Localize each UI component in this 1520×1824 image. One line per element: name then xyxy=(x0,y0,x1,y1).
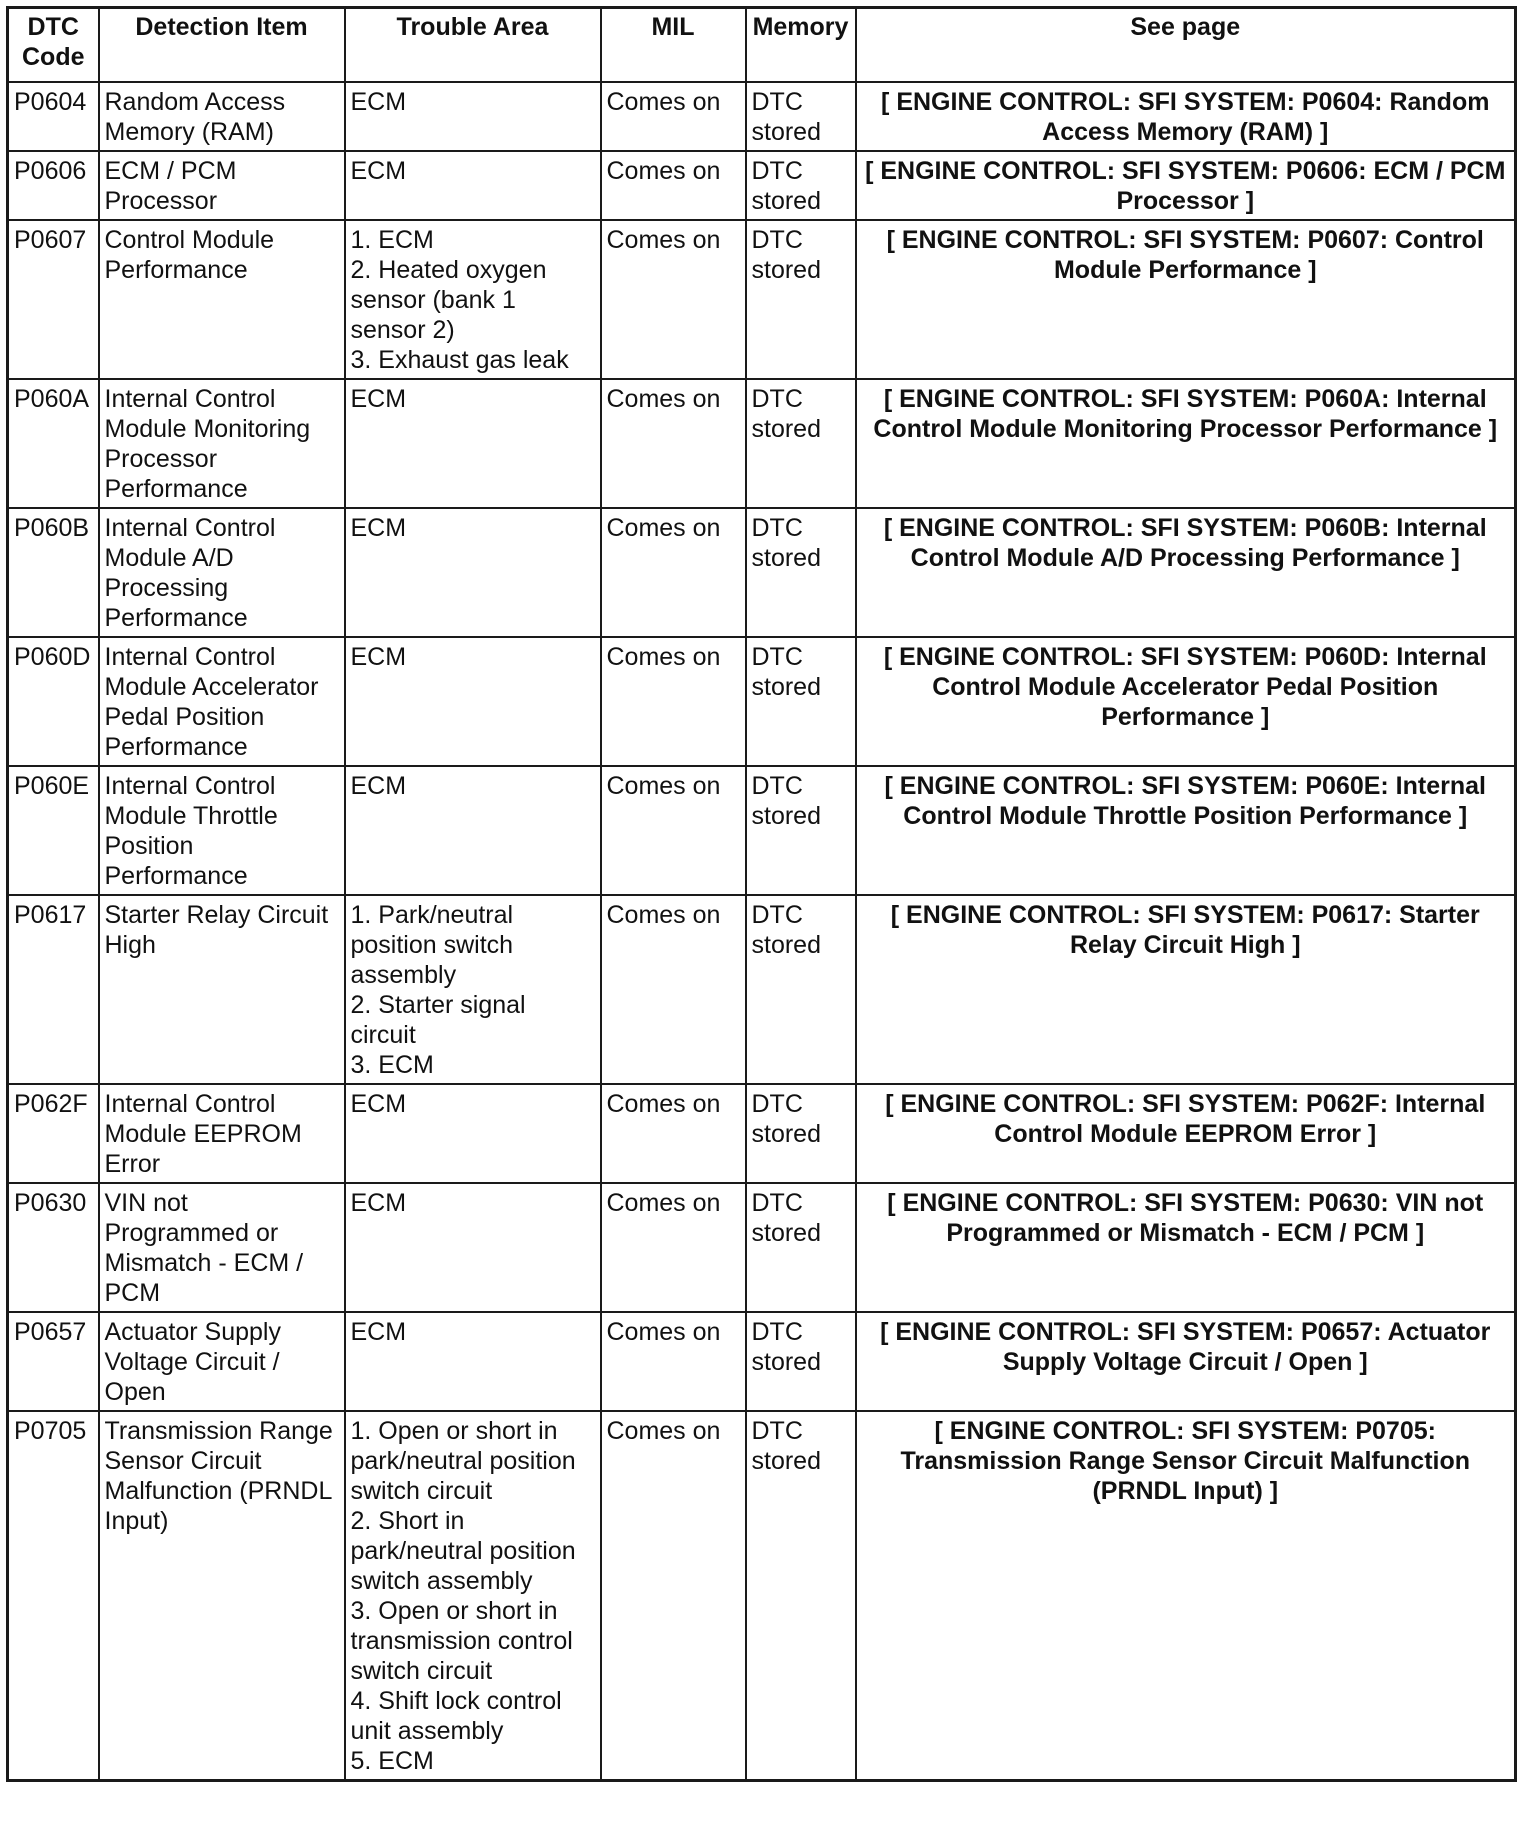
trouble-area-line: 5. ECM xyxy=(350,1747,434,1775)
table-row xyxy=(8,151,1516,220)
memory-cell: DTC stored xyxy=(746,379,856,508)
dtc-table-body xyxy=(8,82,1516,1781)
dtc-code-cell: P0607 xyxy=(8,220,99,379)
header-trouble-area: Trouble Area xyxy=(345,8,601,83)
see-page-link[interactable]: [ ENGINE CONTROL: SFI SYSTEM: P0604: Random Access Memory (RAM) ] xyxy=(856,82,1516,151)
trouble-area-line: ECM xyxy=(350,772,407,800)
memory-cell: DTC stored xyxy=(746,895,856,1084)
dtc-code-cell: P0630 xyxy=(8,1183,99,1312)
trouble-area-line: 1. Park/neutral position switch assembly xyxy=(350,901,514,989)
table-row xyxy=(8,637,1516,766)
trouble-area-line: ECM xyxy=(350,88,407,116)
trouble-area-cell xyxy=(345,151,601,220)
memory-cell: DTC stored xyxy=(746,1312,856,1411)
table-row xyxy=(8,1411,1516,1781)
detection-item-cell: Internal Control Module EEPROM Error xyxy=(99,1084,345,1183)
detection-item-cell: Internal Control Module Accelerator Pedal Position Performance xyxy=(99,637,345,766)
dtc-table-container xyxy=(6,6,1514,1782)
header-detection-item: Detection Item xyxy=(99,8,345,83)
table-row xyxy=(8,766,1516,895)
detection-item-cell: VIN not Programmed or Mismatch - ECM / PCM xyxy=(99,1183,345,1312)
trouble-area-line: ECM xyxy=(350,385,407,413)
mil-cell: Comes on xyxy=(601,379,746,508)
header-row xyxy=(8,8,1516,83)
see-page-link[interactable]: [ ENGINE CONTROL: SFI SYSTEM: P0630: VIN not Programmed or Mismatch - ECM / PCM ] xyxy=(856,1183,1516,1312)
trouble-area-line: ECM xyxy=(350,643,407,671)
trouble-area-cell xyxy=(345,82,601,151)
trouble-area-line: 4. Shift lock control unit assembly xyxy=(350,1687,562,1745)
detection-item-cell: Internal Control Module Monitoring Processor Performance xyxy=(99,379,345,508)
see-page-link[interactable]: [ ENGINE CONTROL: SFI SYSTEM: P060A: Internal Control Module Monitoring Processor Performance ] xyxy=(856,379,1516,508)
trouble-area-cell xyxy=(345,379,601,508)
detection-item-cell: Random Access Memory (RAM) xyxy=(99,82,345,151)
trouble-area-cell xyxy=(345,766,601,895)
table-row xyxy=(8,1312,1516,1411)
see-page-link[interactable]: [ ENGINE CONTROL: SFI SYSTEM: P060E: Internal Control Module Throttle Position Performance ] xyxy=(856,766,1516,895)
memory-cell: DTC stored xyxy=(746,220,856,379)
memory-cell: DTC stored xyxy=(746,637,856,766)
see-page-link[interactable]: [ ENGINE CONTROL: SFI SYSTEM: P060B: Internal Control Module A/D Processing Performance ] xyxy=(856,508,1516,637)
mil-cell: Comes on xyxy=(601,766,746,895)
table-row xyxy=(8,508,1516,637)
dtc-code-cell: P060D xyxy=(8,637,99,766)
see-page-link[interactable]: [ ENGINE CONTROL: SFI SYSTEM: P0705: Transmission Range Sensor Circuit Malfunction (PRNDL Input) ] xyxy=(856,1411,1516,1781)
mil-cell: Comes on xyxy=(601,637,746,766)
memory-cell: DTC stored xyxy=(746,1084,856,1183)
dtc-code-cell: P062F xyxy=(8,1084,99,1183)
see-page-link[interactable]: [ ENGINE CONTROL: SFI SYSTEM: P0607: Control Module Performance ] xyxy=(856,220,1516,379)
table-row xyxy=(8,1183,1516,1312)
dtc-code-cell: P060E xyxy=(8,766,99,895)
detection-item-cell: ECM / PCM Processor xyxy=(99,151,345,220)
mil-cell: Comes on xyxy=(601,508,746,637)
header-dtc-code: DTC Code xyxy=(8,8,99,83)
see-page-link[interactable]: [ ENGINE CONTROL: SFI SYSTEM: P0657: Actuator Supply Voltage Circuit / Open ] xyxy=(856,1312,1516,1411)
mil-cell: Comes on xyxy=(601,1084,746,1183)
mil-cell: Comes on xyxy=(601,895,746,1084)
trouble-area-line: 1. Open or short in park/neutral position switch circuit xyxy=(350,1417,576,1505)
dtc-code-cell: P0604 xyxy=(8,82,99,151)
mil-cell: Comes on xyxy=(601,151,746,220)
detection-item-cell: Control Module Performance xyxy=(99,220,345,379)
table-row xyxy=(8,220,1516,379)
trouble-area-cell xyxy=(345,1084,601,1183)
see-page-link[interactable]: [ ENGINE CONTROL: SFI SYSTEM: P062F: Internal Control Module EEPROM Error ] xyxy=(856,1084,1516,1183)
trouble-area-line: ECM xyxy=(350,157,407,185)
mil-cell: Comes on xyxy=(601,1411,746,1781)
dtc-code-cell: P0657 xyxy=(8,1312,99,1411)
see-page-link[interactable]: [ ENGINE CONTROL: SFI SYSTEM: P0617: Starter Relay Circuit High ] xyxy=(856,895,1516,1084)
detection-item-cell: Transmission Range Sensor Circuit Malfunction (PRNDL Input) xyxy=(99,1411,345,1781)
memory-cell: DTC stored xyxy=(746,82,856,151)
memory-cell: DTC stored xyxy=(746,1183,856,1312)
trouble-area-line: ECM xyxy=(350,1318,407,1346)
dtc-code-cell: P0617 xyxy=(8,895,99,1084)
see-page-link[interactable]: [ ENGINE CONTROL: SFI SYSTEM: P060D: Internal Control Module Accelerator Pedal Position Performance ] xyxy=(856,637,1516,766)
trouble-area-line: ECM xyxy=(350,1189,407,1217)
detection-item-cell: Actuator Supply Voltage Circuit / Open xyxy=(99,1312,345,1411)
mil-cell: Comes on xyxy=(601,220,746,379)
trouble-area-line: 2. Starter signal circuit xyxy=(350,991,526,1049)
trouble-area-line: ECM xyxy=(350,514,407,542)
trouble-area-cell xyxy=(345,895,601,1084)
trouble-area-cell xyxy=(345,1312,601,1411)
header-mil: MIL xyxy=(601,8,746,83)
trouble-area-cell xyxy=(345,1411,601,1781)
trouble-area-line: 3. Exhaust gas leak xyxy=(350,346,569,374)
mil-cell: Comes on xyxy=(601,1312,746,1411)
memory-cell: DTC stored xyxy=(746,1411,856,1781)
memory-cell: DTC stored xyxy=(746,508,856,637)
dtc-code-cell: P0606 xyxy=(8,151,99,220)
table-row xyxy=(8,1084,1516,1183)
table-row xyxy=(8,379,1516,508)
trouble-area-line: 2. Short in park/neutral position switch assembly xyxy=(350,1507,576,1595)
mil-cell: Comes on xyxy=(601,1183,746,1312)
trouble-area-line: ECM xyxy=(350,1090,407,1118)
memory-cell: DTC stored xyxy=(746,151,856,220)
see-page-link[interactable]: [ ENGINE CONTROL: SFI SYSTEM: P0606: ECM / PCM Processor ] xyxy=(856,151,1516,220)
trouble-area-cell xyxy=(345,1183,601,1312)
detection-item-cell: Internal Control Module Throttle Position Performance xyxy=(99,766,345,895)
dtc-table xyxy=(6,6,1517,1782)
trouble-area-line: 3. Open or short in transmission control switch circuit xyxy=(350,1597,573,1685)
trouble-area-cell xyxy=(345,508,601,637)
dtc-code-cell: P0705 xyxy=(8,1411,99,1781)
trouble-area-line: 2. Heated oxygen sensor (bank 1 sensor 2) xyxy=(350,256,547,344)
detection-item-cell: Internal Control Module A/D Processing Performance xyxy=(99,508,345,637)
trouble-area-cell xyxy=(345,220,601,379)
trouble-area-line: 3. ECM xyxy=(350,1051,434,1079)
trouble-area-line: 1. ECM xyxy=(350,226,434,254)
detection-item-cell: Starter Relay Circuit High xyxy=(99,895,345,1084)
header-memory: Memory xyxy=(746,8,856,83)
header-see-page: See page xyxy=(856,8,1516,83)
trouble-area-cell xyxy=(345,637,601,766)
mil-cell: Comes on xyxy=(601,82,746,151)
table-row xyxy=(8,82,1516,151)
dtc-code-cell: P060B xyxy=(8,508,99,637)
table-row xyxy=(8,895,1516,1084)
memory-cell: DTC stored xyxy=(746,766,856,895)
dtc-code-cell: P060A xyxy=(8,379,99,508)
